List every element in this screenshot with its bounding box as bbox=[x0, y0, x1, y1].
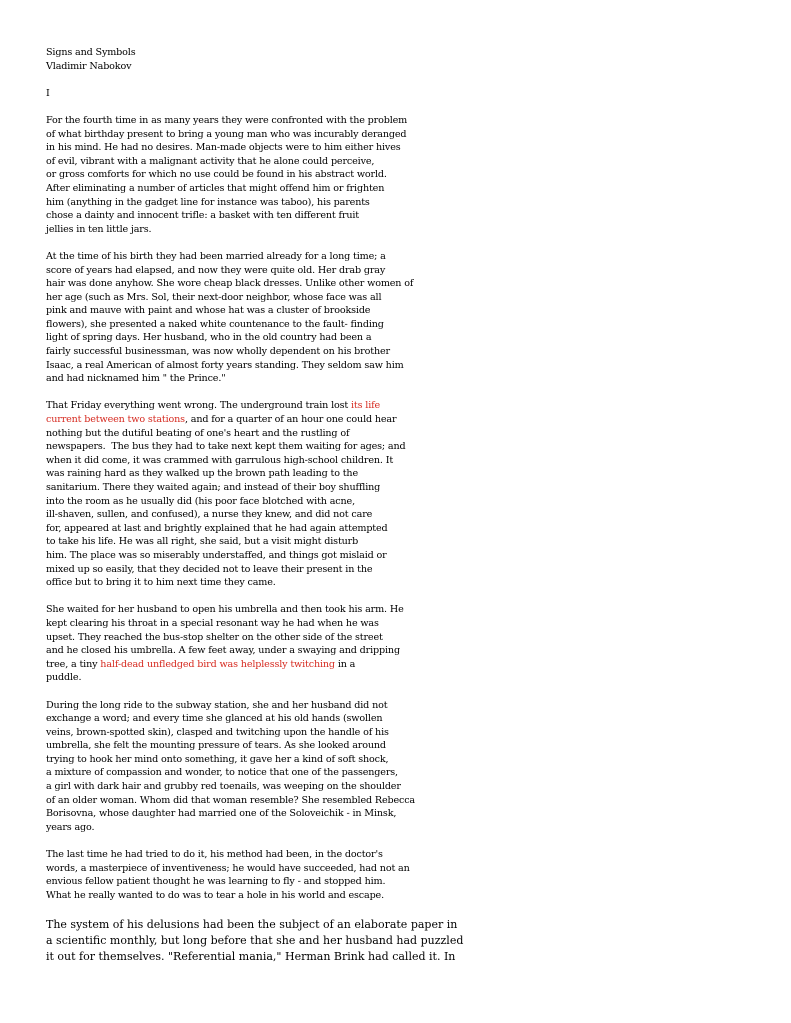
section-number: I bbox=[46, 87, 50, 99]
text-line: words, a masterpiece of inventiveness; he would have succeeded, had not an bbox=[46, 862, 410, 874]
paragraph bbox=[46, 399, 766, 589]
text-line: and he closed his umbrella. A few feet away, under a swaying and dripping bbox=[46, 645, 400, 657]
text-line: of evil, vibrant with a malignant activity that he alone could perceive, bbox=[46, 155, 375, 167]
text-line: She waited for her husband to open his umbrella and then took his arm. He bbox=[46, 604, 404, 616]
text-line: score of years had elapsed, and now they were quite old. Her drab gray bbox=[46, 264, 386, 276]
text-line: The last time he had tried to do it, his method had been, in the doctor's bbox=[46, 849, 383, 861]
text-line: jellies in ten little jars. bbox=[46, 223, 152, 235]
text-line: chose a dainty and innocent trifle: a basket with ten different fruit bbox=[46, 210, 359, 222]
text-line: and had nicknamed him " the Prince." bbox=[46, 373, 226, 385]
text-line: hair was done anyhow. She wore cheap black dresses. Unlike other women of bbox=[46, 278, 414, 290]
text-segment: in a bbox=[334, 658, 356, 670]
text-line bbox=[46, 658, 766, 672]
paragraph bbox=[46, 114, 766, 236]
text-line: For the fourth time in as many years they were confronted with the problem bbox=[46, 114, 408, 126]
paragraph bbox=[46, 917, 766, 964]
text-line: nothing but the dutiful beating of one's heart and the rustling of bbox=[46, 427, 350, 439]
document-page bbox=[46, 46, 766, 964]
text-line: exchange a word; and every time she glanced at his old hands (swollen bbox=[46, 713, 383, 725]
text-line: fairly successful businessman, was now wholly dependent on his brother bbox=[46, 346, 390, 358]
text-segment: tree, a tiny bbox=[46, 658, 101, 670]
text-line: a girl with dark hair and grubby red toenails, was weeping on the shoulder bbox=[46, 781, 401, 793]
text-line: envious fellow patient thought he was learning to fly - and stopped him. bbox=[46, 876, 386, 888]
highlighted-text: half-dead unfledged bird was helplessly twitching bbox=[100, 658, 335, 670]
text-line: when it did come, it was crammed with garrulous high-school children. It bbox=[46, 454, 394, 466]
text-line: Borisovna, whose daughter had married one of the Soloveichik - in Minsk, bbox=[46, 808, 397, 820]
text-line: umbrella, she felt the mounting pressure of tears. As she looked around bbox=[46, 740, 386, 752]
text-line: of an older woman. Whom did that woman resemble? She resembled Rebecca bbox=[46, 794, 416, 806]
paragraph bbox=[46, 699, 766, 835]
text-line: sanitarium. There they waited again; and instead of their boy shuffling bbox=[46, 482, 381, 493]
text-line: to take his life. He was all right, she said, but a visit might disturb bbox=[46, 536, 359, 548]
highlighted-text: its life bbox=[351, 400, 381, 412]
text-line: trying to hook her mind onto something, it gave her a kind of soft shock, bbox=[46, 753, 389, 765]
text-line: of what birthday present to bring a young man who was incurably deranged bbox=[46, 128, 407, 140]
text-line: him. The place was so miserably understaffed, and things got mislaid or bbox=[46, 549, 387, 561]
text-line: her age (such as Mrs. Sol, their next-door neighbor, whose face was all bbox=[46, 291, 382, 303]
text-line: into the room as he usually did (his poor face blotched with acne, bbox=[46, 495, 355, 507]
story-title: Signs and Symbols bbox=[46, 47, 136, 58]
highlighted-text: current between two stations bbox=[46, 414, 185, 426]
text-line: years ago. bbox=[46, 821, 95, 833]
text-line: office but to bring it to him next time they came. bbox=[46, 577, 276, 589]
text-line: him (anything in the gadget line for instance was taboo), his parents bbox=[46, 196, 370, 208]
text-line: in his mind. He had no desires. Man-made objects were to him either hives bbox=[46, 142, 401, 154]
text-line: After eliminating a number of articles that might offend him or frighten bbox=[46, 182, 385, 194]
text-line: flowers), she presented a naked white countenance to the fault- finding bbox=[46, 318, 384, 330]
text-line: light of spring days. Her husband, who in the old country had been a bbox=[46, 332, 372, 344]
story-author: Vladimir Nabokov bbox=[46, 60, 132, 72]
paragraph bbox=[46, 250, 766, 386]
text-line: At the time of his birth they had been married already for a long time; a bbox=[46, 250, 386, 262]
text-line: What he really wanted to do was to tear a hole in his world and escape. bbox=[46, 889, 384, 901]
text-line: newspapers. The bus they had to take next kept them waiting for ages; and bbox=[46, 441, 406, 453]
text-line: ill-shaven, sullen, and confused), a nurse they knew, and did not care bbox=[46, 509, 373, 521]
text-line: Isaac, a real American of almost forty years standing. They seldom saw him bbox=[46, 359, 404, 371]
text-line bbox=[46, 399, 766, 413]
text-segment: , and for a quarter of an hour one could hear bbox=[184, 414, 397, 426]
text-line: mixed up so easily, that they decided not to leave their present in the bbox=[46, 563, 373, 575]
text-line: pink and mauve with paint and whose hat was a cluster of brookside bbox=[46, 305, 371, 317]
text-line: puddle. bbox=[46, 672, 82, 684]
text-line: was raining hard as they walked up the brown path leading to the bbox=[46, 468, 358, 480]
text-segment: That Friday everything went wrong. The underground train lost bbox=[46, 400, 352, 412]
text-line: or gross comforts for which no use could be found in his abstract world. bbox=[46, 169, 387, 181]
text-line: for, appeared at last and brightly explained that he had again attempted bbox=[46, 522, 388, 534]
text-line: veins, brown-spotted skin), clasped and twitching upon the handle of his bbox=[46, 726, 389, 738]
text-line: a mixture of compassion and wonder, to notice that one of the passengers, bbox=[46, 767, 398, 779]
text-line: it out for themselves. "Referential mania," Herman Brink had called it. In bbox=[46, 949, 456, 963]
text-line bbox=[46, 413, 766, 427]
text-line: upset. They reached the bus-stop shelter on the other side of the street bbox=[46, 631, 383, 643]
text-line: a scientific monthly, but long before that she and her husband had puzzled bbox=[46, 933, 464, 947]
paragraph bbox=[46, 603, 766, 685]
text-line: The system of his delusions had been the subject of an elaborate paper in bbox=[46, 917, 458, 931]
text-line: kept clearing his throat in a special resonant way he had when he was bbox=[46, 617, 379, 629]
paragraph bbox=[46, 848, 766, 902]
text-line: During the long ride to the subway station, she and her husband did not bbox=[46, 699, 388, 711]
